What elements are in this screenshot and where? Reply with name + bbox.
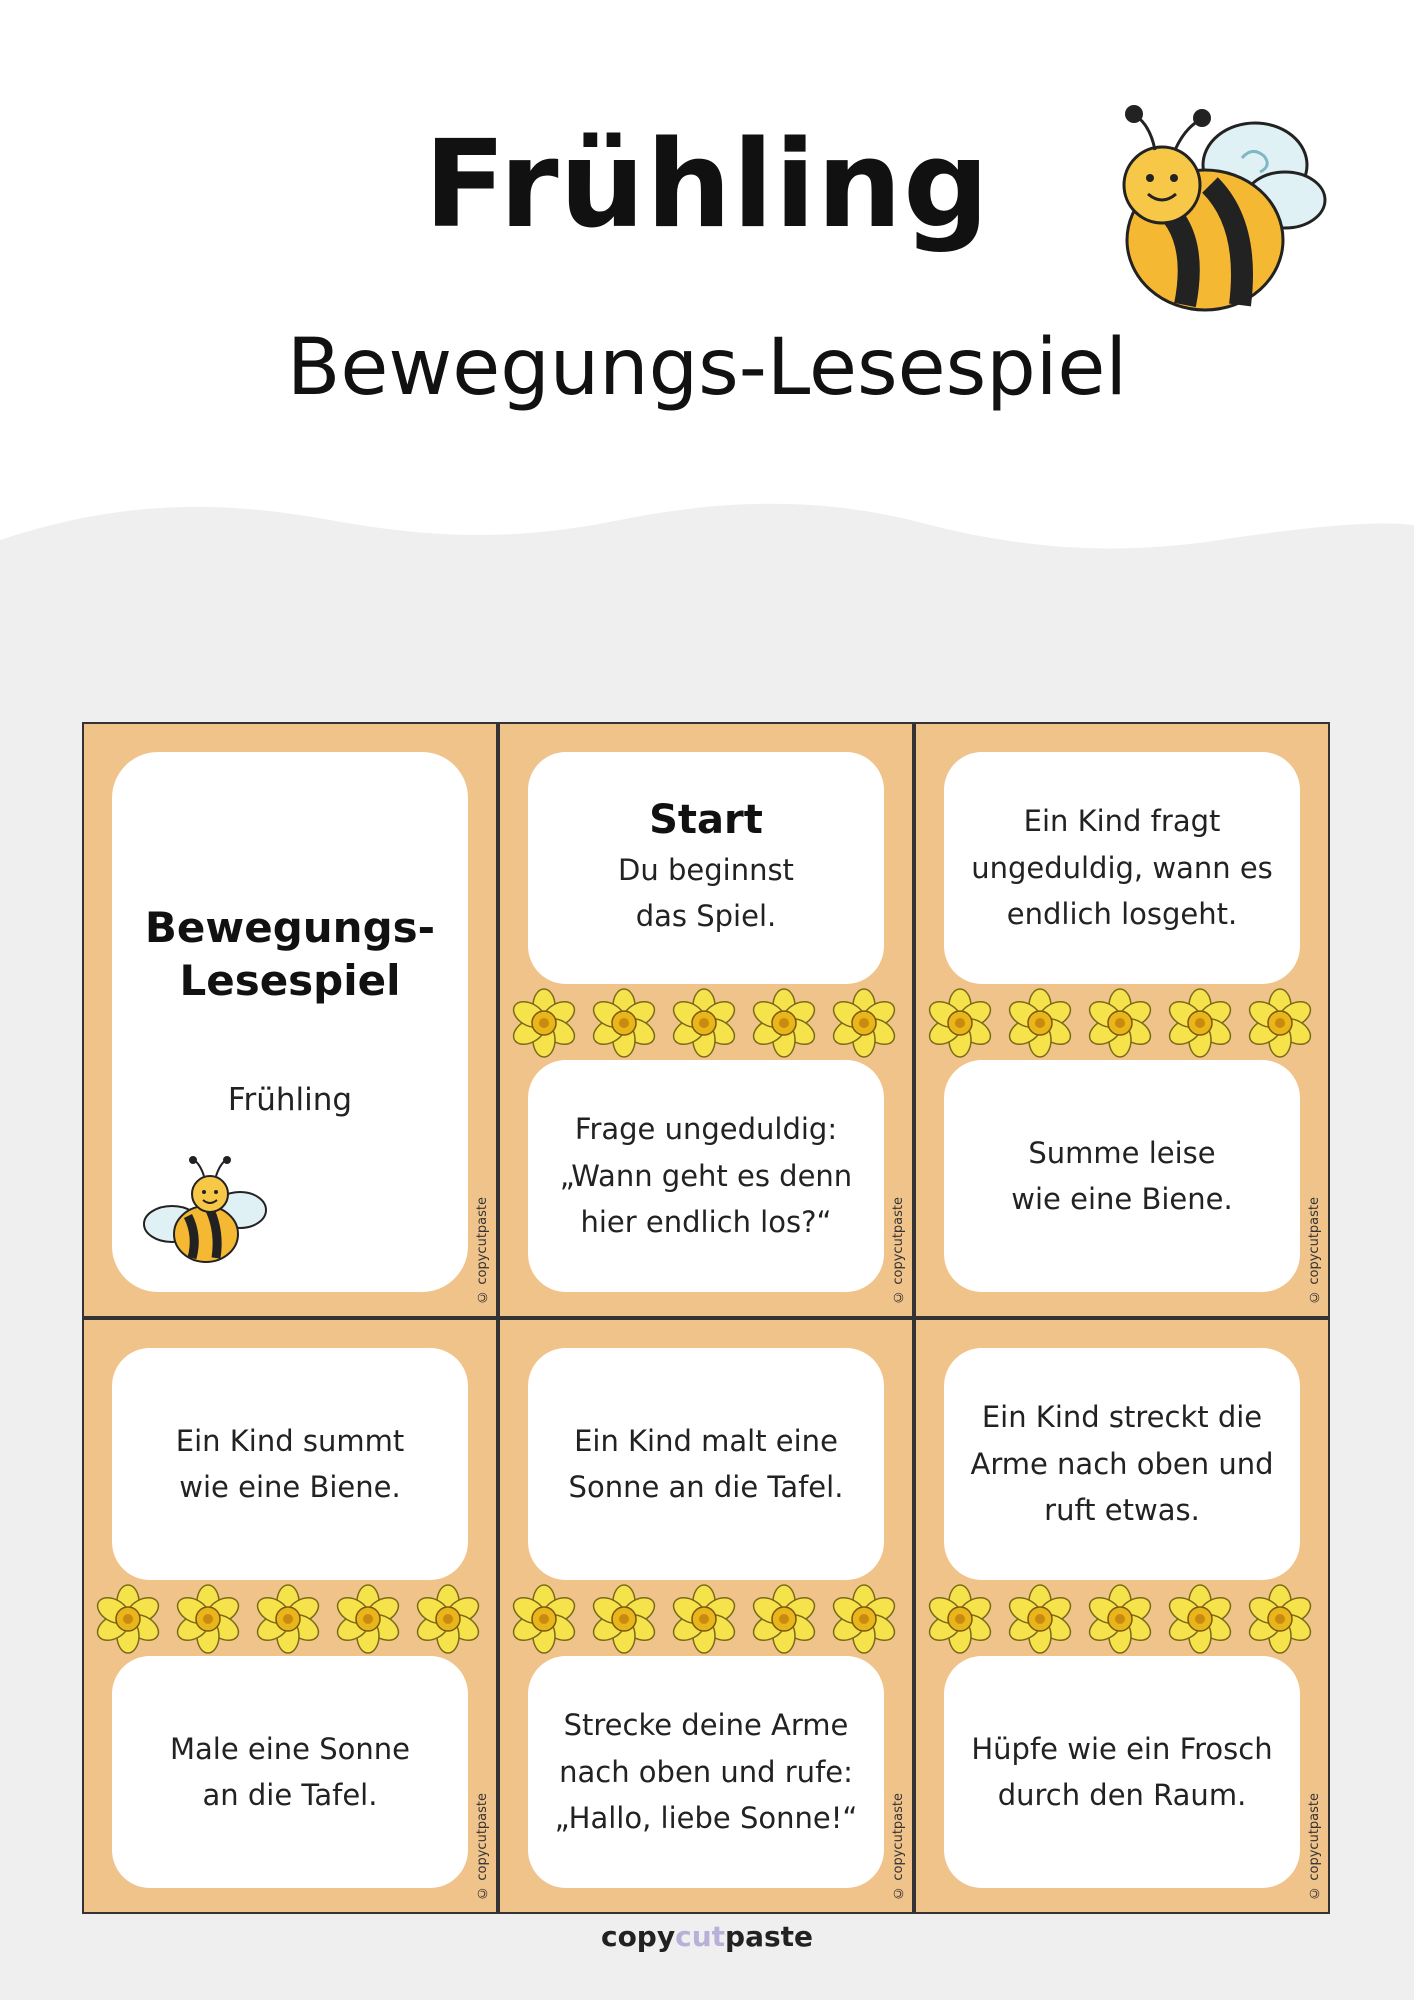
daffodil-icon bbox=[916, 1584, 1328, 1654]
brand-part: copy bbox=[600, 1920, 676, 1953]
card-top-face bbox=[112, 1348, 468, 1580]
daffodil-icon bbox=[500, 988, 912, 1058]
card-bottom-face bbox=[528, 1060, 884, 1292]
copyright-label: © copycutpaste bbox=[1307, 1793, 1322, 1900]
brand-part: paste bbox=[725, 1920, 814, 1953]
card-top-face bbox=[944, 752, 1300, 984]
brand-part: cut bbox=[675, 1920, 726, 1953]
game-card[interactable] bbox=[498, 1318, 914, 1914]
card-bottom-text: Strecke deine Arme nach oben und rufe: „Hallo, liebe Sonne!“ bbox=[554, 1708, 858, 1836]
cover-subtitle: Frühling bbox=[227, 1082, 353, 1118]
card-top-text: Ein Kind summt wie eine Biene. bbox=[175, 1423, 405, 1504]
copyright-label: © copycutpaste bbox=[1307, 1197, 1322, 1304]
page-subtitle: Bewegungs-Lesespiel bbox=[286, 323, 1128, 413]
game-card[interactable] bbox=[914, 722, 1330, 1318]
card-bottom-face bbox=[944, 1060, 1300, 1292]
game-card[interactable] bbox=[914, 1318, 1330, 1914]
card-top-text: Ein Kind malt eine Sonne an die Tafel. bbox=[568, 1423, 844, 1504]
card-bottom-text: Frage ungeduldig: „Wann geht es denn hier endlich los?“ bbox=[559, 1112, 853, 1240]
card-top-text: Ein Kind fragt ungeduldig, wann es endlich losgeht. bbox=[971, 804, 1273, 932]
bee-icon bbox=[140, 1152, 270, 1272]
card-top-text: Du beginnst das Spiel. bbox=[618, 852, 794, 933]
game-card[interactable] bbox=[498, 722, 914, 1318]
cover-card-face bbox=[112, 752, 468, 1292]
copyright-label: © copycutpaste bbox=[891, 1793, 906, 1900]
card-top-face bbox=[528, 752, 884, 984]
card-bottom-text: Hüpfe wie ein Frosch durch den Raum. bbox=[971, 1731, 1273, 1812]
daffodil-icon bbox=[916, 988, 1328, 1058]
daffodil-icon bbox=[84, 1584, 496, 1654]
copyright-label: © copycutpaste bbox=[475, 1793, 490, 1900]
card-bottom-face bbox=[112, 1656, 468, 1888]
copyright-label: © copycutpaste bbox=[475, 1197, 490, 1304]
card-sheet bbox=[82, 722, 1334, 1918]
cover-title: Bewegungs- Lesespiel bbox=[144, 903, 436, 1005]
brand-footer bbox=[0, 1920, 1414, 1953]
cover-card[interactable] bbox=[82, 722, 498, 1318]
card-top-text: Ein Kind streckt die Arme nach oben und ruft etwas. bbox=[970, 1400, 1274, 1528]
copyright-label: © copycutpaste bbox=[891, 1197, 906, 1304]
card-top-face bbox=[944, 1348, 1300, 1580]
card-bottom-face bbox=[528, 1656, 884, 1888]
bee-icon bbox=[1100, 90, 1330, 320]
card-bottom-face bbox=[944, 1656, 1300, 1888]
start-heading: Start bbox=[649, 796, 763, 843]
daffodil-icon bbox=[500, 1584, 912, 1654]
page-title: Frühling bbox=[424, 116, 990, 255]
card-bottom-text: Male eine Sonne an die Tafel. bbox=[169, 1731, 410, 1812]
card-top-face bbox=[528, 1348, 884, 1580]
card-bottom-text: Summe leise wie eine Biene. bbox=[1011, 1135, 1233, 1216]
game-card[interactable] bbox=[82, 1318, 498, 1914]
